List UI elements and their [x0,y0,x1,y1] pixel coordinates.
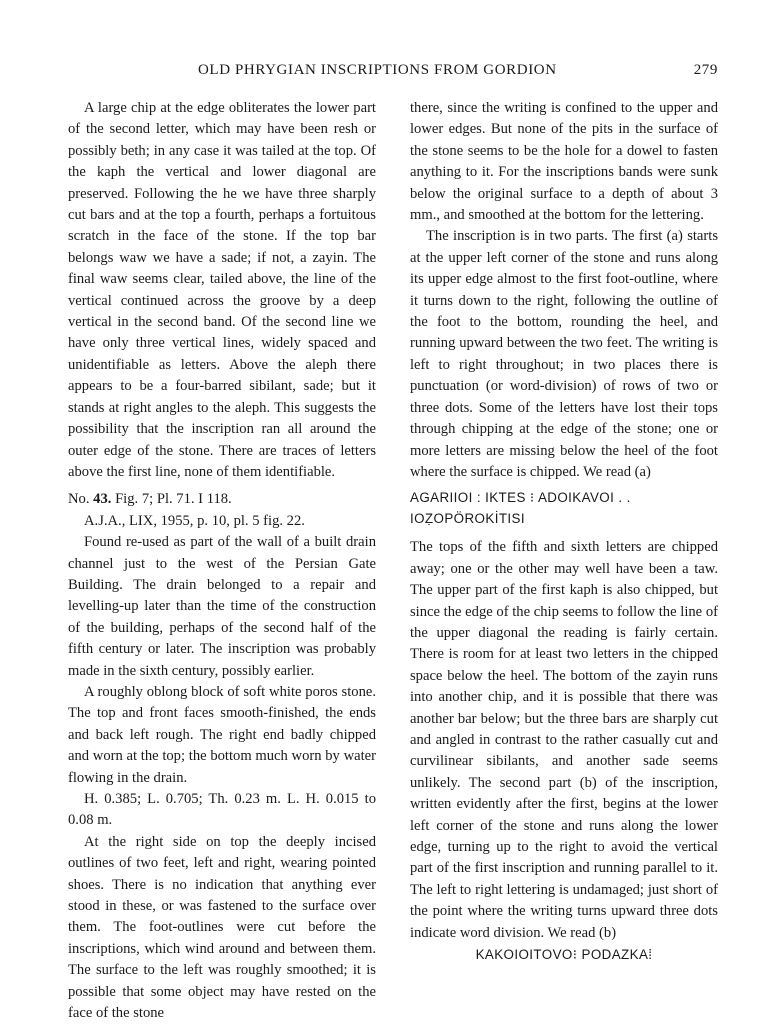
right-paragraph-1: there, since the writing is confined to the upper and lower edges. But none of the pits in the surface of the stone seems to be the hole for a dowel to fasten anything to it. For the inscriptions bands were sunk below the original surface to a depth of about 3 mm., and smoothed at the bottom for the lettering. [410,100,718,224]
inscription-a [410,487,718,529]
running-title: OLD PHRYGIAN INSCRIPTIONS FROM GORDION [198,62,557,78]
entry-figure-ref: Fig. 7; Pl. 71. I 118. [115,491,232,508]
left-paragraph-feet: At the right side on top the deeply incised outlines of two feet, left and right, wearing pointed shoes. There is no indication that anything ever stood in these, or was fastened to the surface over them. The foot-outlines were cut before the inscriptions, which wind around and between them. The surface to the left was roughly smoothed; it is possible that some object may have rested on the face of the stone [68,833,376,1022]
left-paragraph-dimensions: H. 0.385; L. 0.705; Th. 0.23 m. L. H. 0.015 to 0.08 m. [68,791,376,829]
inscription-b: KAKOIOITOVO⁝ PODAZKA⁞ [475,947,653,963]
left-paragraph-findspot: Found re-used as part of the wall of a built drain channel just to the west of the Persian Gate Building. The drain belonged to a repair and levelling-up later than the time of the construction of the building, perhaps of the second half of the fifth century or later. The inscription was probably made in the sixth century, possibly earlier. [68,534,376,679]
entry-number: 43. [93,491,112,508]
inscription-a-line-1: AGARIIOI : IKTES ⁝ ADOIKAVOI . . [410,490,631,506]
right-paragraph-2: The inscription is in two parts. The first (a) starts at the upper left corner of the stone and runs along its upper edge almost to the first foot-outline, where it turns down to the right, following the outline of the foot to the bottom, rounding the heel, and running upward between the two feet. The writing is left to right throughout; in two places there is punctuation (or word-division) of rows of two or three dots. Some of the letters have lost their tops through chipping at the edge of the stone; one or more letters are missing below the heel of the foot where the surface is chipped. We read (a) [410,228,718,480]
catalogue-entry-heading [68,489,376,510]
page-number: 279 [693,62,718,78]
inscription-a-line-2: IOẒOPÖROKİTISI [410,511,525,527]
right-paragraph-3: The tops of the fifth and sixth letters are chipped away; one or the other may well have been a taw. The upper part of the first kaph is also chipped, but since the edge of the chip seems to follow the line of the upper diagonal the reading is fairly certain. There is room for at least two letters in the chipped space below the heel. The bottom of the zayin runs into another chip, and it is possible that there was another bar below; but the three bars are sharply cut and angled in contrast to the rather casually cut and curvilinear sibilants, and another sade seems unlikely. The second part (b) of the inscription, written evidently after the first, begins at the lower left corner of the stone and runs along the lower edge, turning up to the right to avoid the vertical part of the first inscription and running parallel to it. The left to right lettering is undamaged; just short of the point where the writing turns upward three dots indicate word division. We read (b) [410,539,718,941]
left-paragraph-description: A roughly oblong block of soft white poros stone. The top and front faces smooth-finished, the ends and back left rough. The right end badly chipped and worn at the top; the bottom much worn by water flowing in the drain. [68,683,376,786]
left-column [68,98,376,1024]
entry-no-label: No. [68,491,90,508]
left-paragraph-1: A large chip at the edge obliterates the lower part of the second letter, which may have been resh or possibly beth; in any case it was tailed at the top. Of the kaph the vertical and lower diagonal are preserved. Following the he we have three sharply cut bars and at the top a fourth, perhaps a fortuitous scratch in the face of the stone. If the top bar belongs waw we have a sade; if not, a zayin. The final waw seems clear, tailed above, the line of the vertical continued across the groove by a deep vertical in the second band. Of the second line we have only three vertical lines, widely spaced and unidentifiable as letters. Above the aleph there appears to be a four-barred sibilant, sade; but it stands at right angles to the aleph. This suggests the possibility that the inscription ran all around the outer edge of the stone. There are traces of letters above the first line, none of them identifiable. [68,100,376,480]
right-column [410,98,718,973]
bibliographic-citation: A.J.A., LIX, 1955, p. 10, pl. 5 fig. 22. [84,512,305,529]
